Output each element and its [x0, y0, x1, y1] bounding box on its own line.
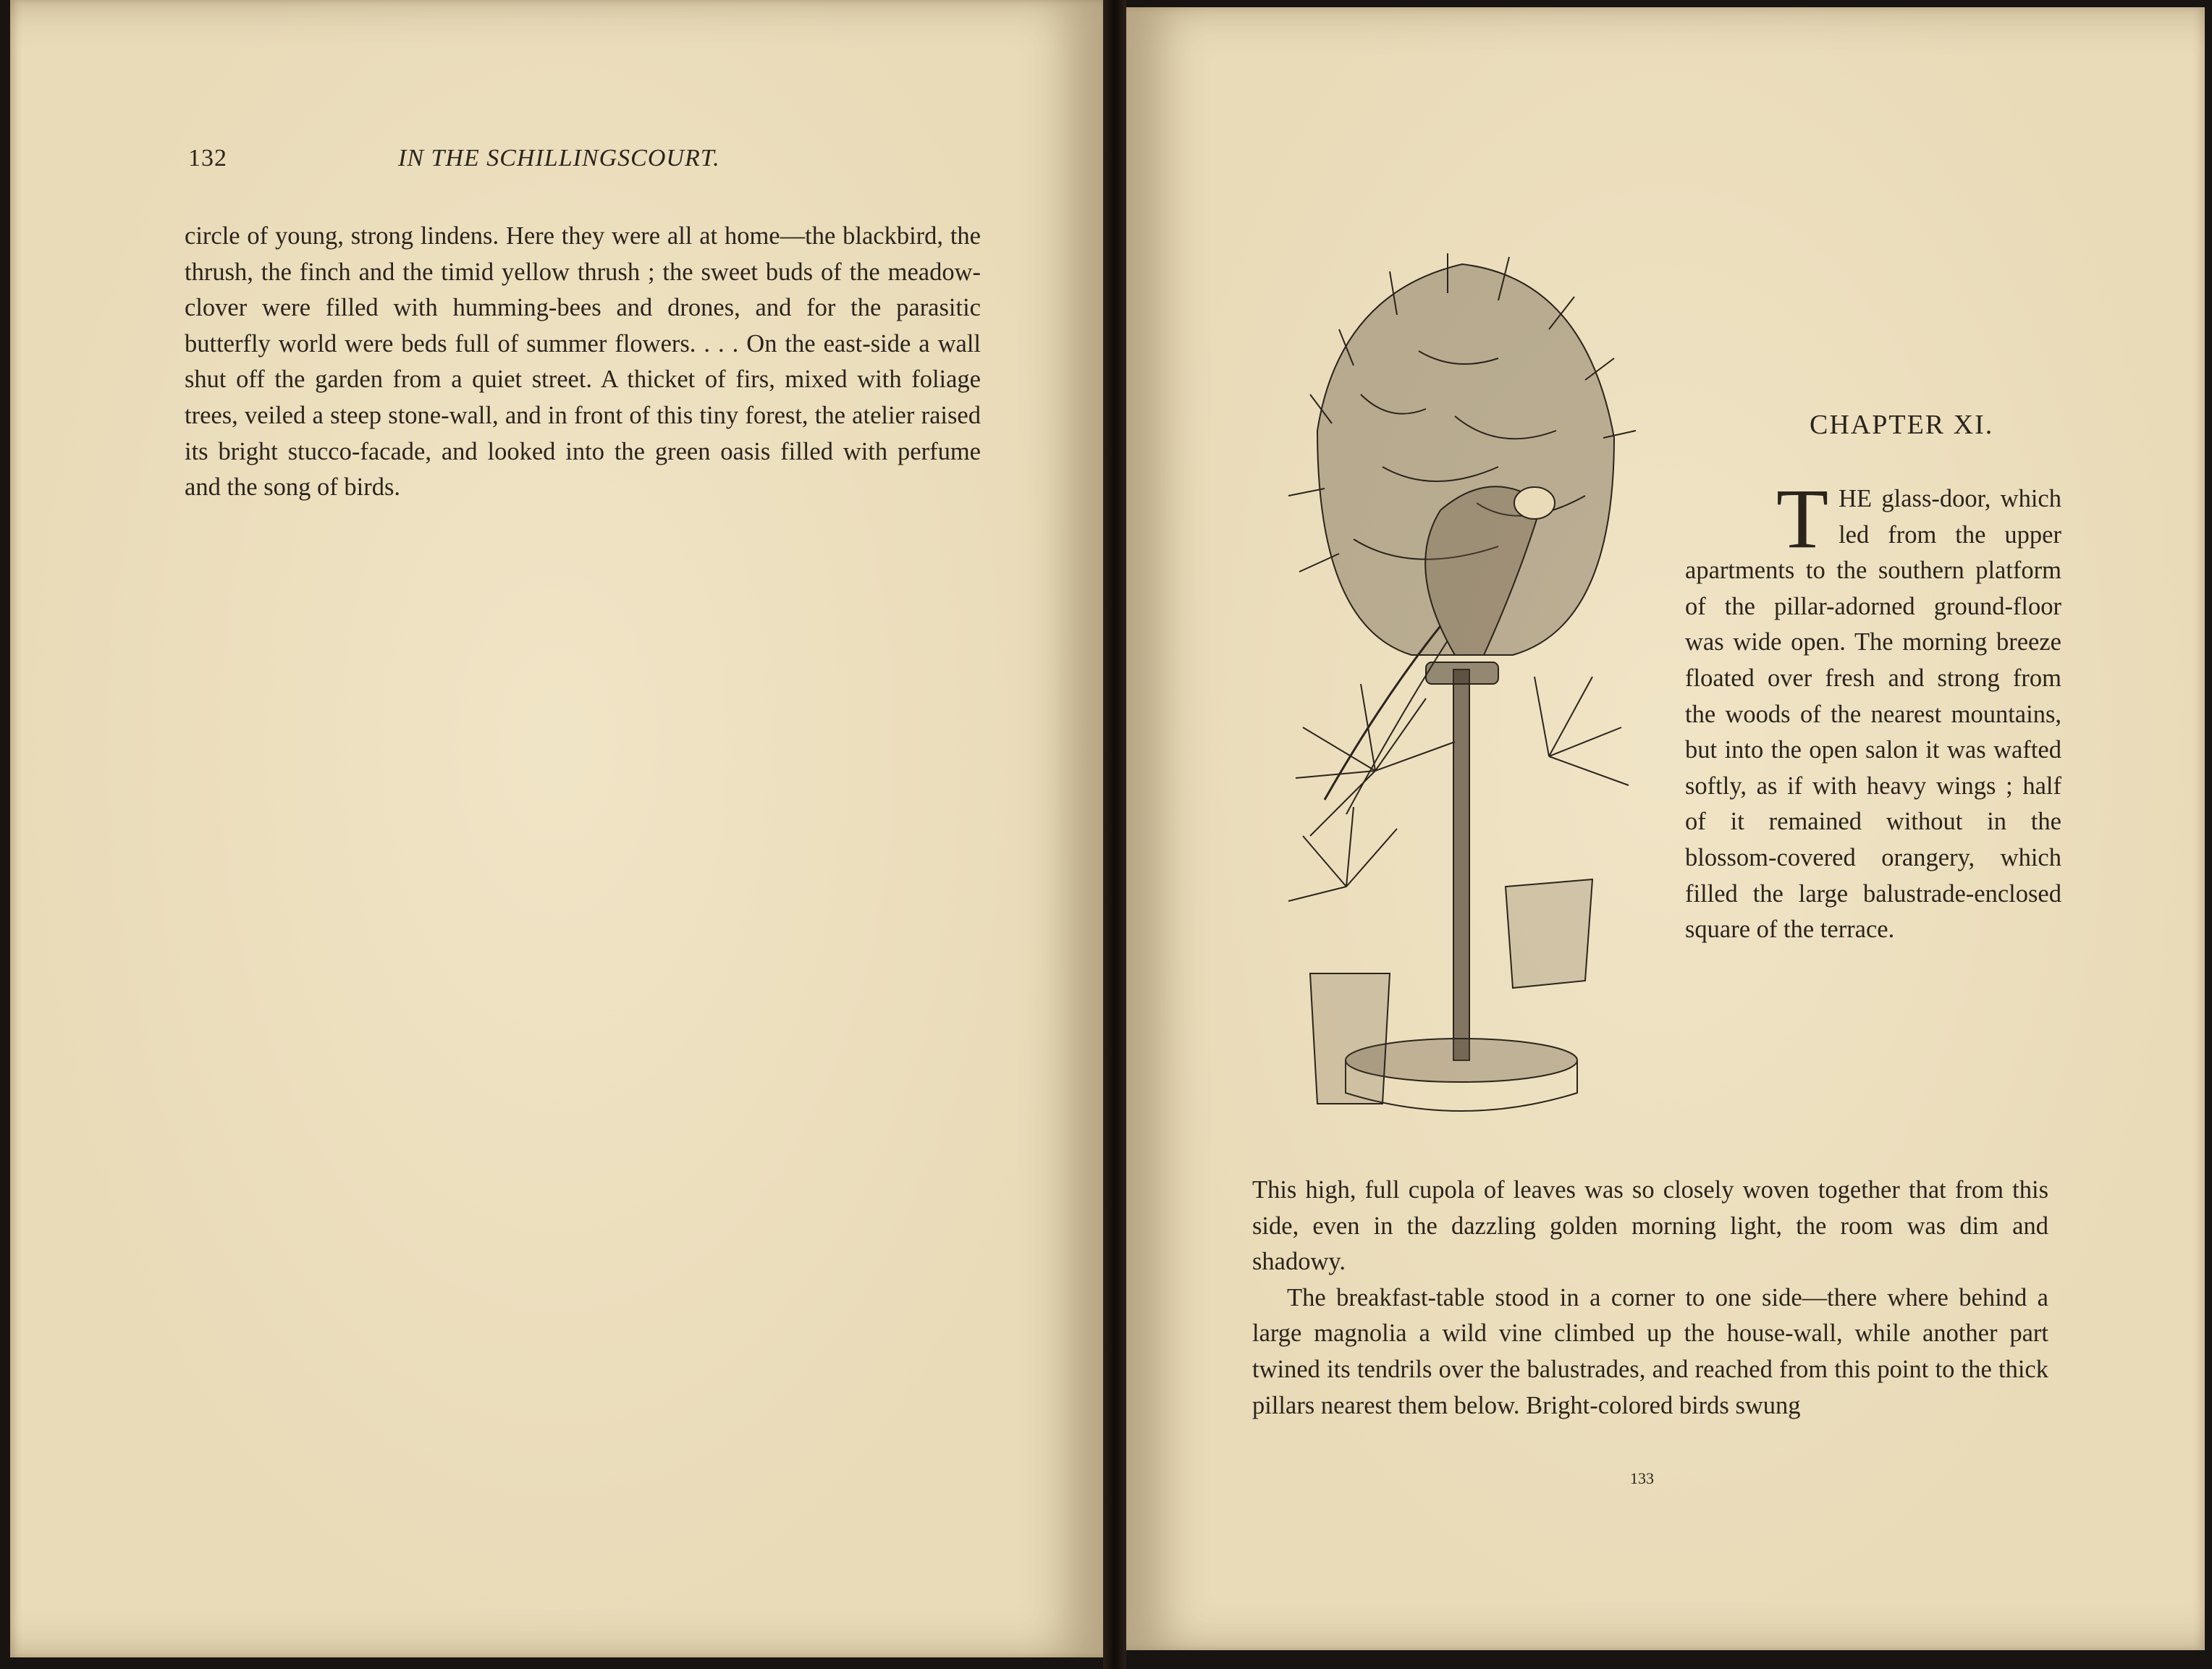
drop-cap: T [1776, 471, 1829, 566]
chapter-opening [1685, 471, 2061, 948]
left-page-paragraph: circle of young, strong lindens. Here they were all at home—the blackbird, the thrush, the finch and the timid yellow thrush ; the sweet buds of the meadow-clover were filled with humming-bees and drones, and for the parasitic butterfly world were beds full of summer flowers. . . . On the east-side a wall shut off the garden from a quiet street. A thicket of firs, mixed with foliage trees, veiled a steep stone-wall, and in front of this tiny forest, the atelier raised its bright stucco-facade, and looked into the green oasis filled with perfume and the song of birds. [185, 222, 981, 502]
book-gutter [1103, 0, 1126, 1669]
right-page-body [1252, 1172, 2048, 1424]
continuation-paragraph: This high, full cupola of leaves was so closely woven together that from this side, even in the dazzling golden morning light, the room was dim and shadowy. [1252, 1176, 2048, 1276]
left-page-body [185, 219, 981, 506]
opening-text: HE glass-door, which led from the upper apartments to the southern platform of the pillar-adorned ground-floor was wide open. The morning breeze floated over fresh and strong from the woods of the nearest mountains, but into the open salon it was wafted softly, as if with heavy wings ; half of it remained without in the blossom-covered orangery, which filled the large balustrade-enclosed square of the terrace. [1685, 485, 2061, 944]
second-paragraph: The breakfast-table stood in a corner to one side—there where behind a large magnolia a wild vine climbed up the house-wall, while another part twined its tendrils over the balustrades, and reached from this point to the thick pillars nearest them below. Bright-colored birds swung [1252, 1283, 2048, 1419]
chapter-title: CHAPTER XI. [1810, 410, 1994, 440]
right-page-number: 133 [1630, 1469, 1654, 1487]
running-head: IN THE SCHILLINGSCOURT. [398, 145, 720, 172]
parrot-illustration [1274, 250, 1650, 1147]
left-page-number: 132 [188, 145, 227, 172]
